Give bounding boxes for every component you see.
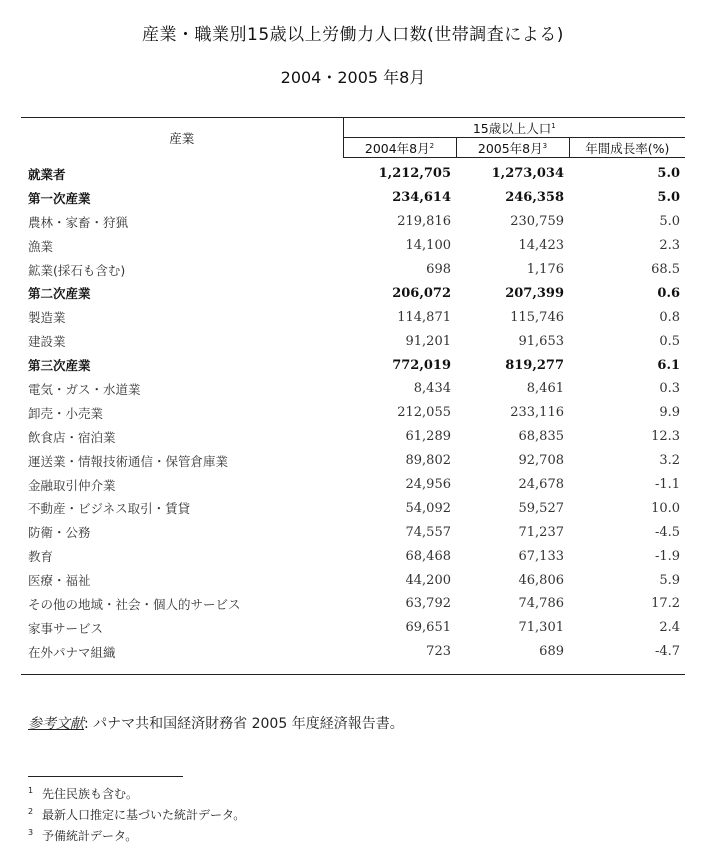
growth-rate-cell: 2.4	[659, 620, 681, 636]
value-2005-cell: 207,399	[505, 285, 564, 301]
value-2005-cell: 819,277	[505, 357, 564, 373]
footnote-ref-3: 3	[542, 141, 548, 150]
value-2004-cell: 69,651	[405, 620, 451, 636]
industry-name-cell: 就業者	[28, 166, 66, 182]
industry-name-cell: 建設業	[28, 334, 66, 350]
table-header	[21, 118, 685, 158]
value-2004-cell: 91,201	[405, 333, 451, 349]
growth-rate-cell: -4.5	[654, 524, 681, 540]
growth-rate-cell: 12.3	[651, 429, 681, 445]
table-row	[21, 425, 685, 449]
value-2004-cell: 698	[426, 262, 451, 277]
growth-rate-cell: 0.3	[659, 381, 681, 397]
footnotes	[28, 784, 245, 847]
value-2005-cell: 1,176	[526, 262, 564, 277]
growth-rate-cell: -1.1	[654, 477, 681, 493]
table-row	[21, 210, 685, 234]
footnote-mark: 1	[28, 786, 34, 795]
page-title: 産業・職業別15歳以上労働力人口数(世帯調査による)	[142, 25, 564, 45]
value-2004-cell: 234,614	[392, 190, 451, 206]
header-population-group-label: 15歳以上人口	[472, 120, 552, 136]
industry-name-cell: 第二次産業	[28, 286, 91, 302]
value-2005-cell: 8,461	[526, 381, 564, 397]
value-2004-cell: 723	[343, 640, 456, 674]
footnote-text: 先住民族も含む。	[42, 787, 139, 801]
industry-name-cell: 電気・ガス・水道業	[28, 381, 141, 397]
table-row	[21, 592, 685, 616]
labor-force-table-container	[21, 117, 685, 675]
value-2004-cell: 212,055	[397, 405, 451, 421]
industry-name-cell: 防衛・公務	[28, 525, 91, 541]
industry-name-cell: 漁業	[28, 238, 54, 254]
industry-name-cell: 第三次産業	[28, 358, 91, 374]
table-row	[21, 473, 685, 497]
industry-name-cell: 運送業・情報技術通信・保管倉庫業	[28, 453, 229, 469]
table-row	[21, 305, 685, 329]
table-row	[21, 258, 685, 282]
value-2004-cell: 772,019	[392, 357, 451, 373]
reference-note	[28, 713, 404, 733]
table-row	[21, 353, 685, 377]
growth-rate-cell: -4.7	[569, 640, 685, 674]
header-population-group	[343, 118, 685, 138]
footnote-divider	[28, 776, 183, 777]
value-2005-cell: 246,358	[505, 190, 564, 206]
value-2005-cell: 59,527	[518, 500, 564, 516]
industry-name-cell: 家事サービス	[28, 620, 104, 636]
value-2004-cell: 68,468	[405, 548, 451, 564]
table-row	[21, 401, 685, 425]
table-row	[21, 281, 685, 305]
footnote-item	[28, 826, 245, 847]
reference-label: 参考文献	[28, 716, 84, 732]
growth-rate-cell: 5.9	[659, 572, 681, 588]
table-row	[21, 377, 685, 401]
industry-name-cell: その他の地域・社会・個人的サービス	[28, 596, 241, 612]
table-row	[21, 329, 685, 353]
table-row	[21, 568, 685, 592]
value-2004-cell: 89,802	[405, 453, 451, 469]
value-2005-cell: 24,678	[518, 477, 564, 493]
growth-rate-cell: 68.5	[651, 262, 681, 277]
value-2005-cell: 14,423	[518, 238, 564, 254]
labor-force-table	[21, 117, 685, 675]
table-row	[21, 186, 685, 210]
value-2005-cell: 115,746	[510, 309, 564, 325]
value-2005-cell: 689	[456, 640, 569, 674]
industry-name-cell: 飲食店・宿泊業	[28, 429, 116, 445]
table-row	[21, 520, 685, 544]
growth-rate-cell: 9.9	[659, 405, 681, 421]
industry-name-cell: 農林・家畜・狩猟	[28, 214, 129, 230]
value-2004-cell: 54,092	[405, 500, 451, 516]
industry-name-cell: 教育	[28, 549, 54, 565]
header-2004	[343, 138, 456, 158]
page-subtitle: 2004・2005 年8月	[280, 68, 426, 87]
value-2004-cell: 8,434	[413, 381, 451, 397]
growth-rate-cell: 0.8	[659, 309, 681, 325]
growth-rate-cell: 0.5	[659, 333, 681, 349]
industry-name-cell: 金融取引仲介業	[28, 477, 116, 493]
value-2005-cell: 91,653	[518, 333, 564, 349]
value-2004-cell: 1,212,705	[378, 166, 451, 182]
value-2005-cell: 230,759	[510, 214, 564, 230]
growth-rate-cell: 0.6	[657, 285, 681, 301]
value-2005-cell: 46,806	[518, 572, 564, 588]
table-body	[21, 158, 685, 675]
footnote-item	[28, 805, 245, 826]
value-2004-cell: 44,200	[405, 572, 451, 588]
industry-name-cell: 医療・福祉	[28, 573, 91, 589]
value-2005-cell: 74,786	[518, 596, 564, 612]
footnote-text: 最新人口推定に基づいた統計データ。	[42, 808, 246, 822]
industry-name-cell: 製造業	[28, 310, 66, 326]
footnote-ref-2: 2	[429, 141, 435, 150]
growth-rate-cell: -1.9	[654, 548, 681, 564]
growth-rate-cell: 5.0	[657, 190, 681, 206]
value-2005-cell: 68,835	[518, 429, 564, 445]
table-row	[21, 158, 685, 186]
header-2004-label: 2004年8月	[364, 140, 430, 156]
footnote-mark: 2	[28, 807, 34, 816]
footnote-item	[28, 784, 245, 805]
table-row	[21, 449, 685, 473]
table-row	[21, 544, 685, 568]
value-2005-cell: 71,301	[518, 620, 564, 636]
industry-name-cell: 在外パナマ組織	[21, 640, 343, 674]
value-2004-cell: 61,289	[405, 429, 451, 445]
growth-rate-cell: 2.3	[659, 238, 681, 254]
growth-rate-cell: 10.0	[651, 500, 681, 516]
industry-name-cell: 鉱業(採石も含む)	[28, 262, 126, 278]
value-2005-cell: 71,237	[518, 524, 564, 540]
industry-name-cell: 第一次産業	[28, 190, 91, 206]
table-row	[21, 640, 685, 674]
value-2004-cell: 14,100	[405, 238, 451, 254]
value-2004-cell: 63,792	[405, 596, 451, 612]
footnote-text: 予備統計データ。	[42, 829, 138, 843]
growth-rate-cell: 5.0	[657, 166, 681, 182]
growth-rate-cell: 17.2	[651, 596, 681, 612]
table-row	[21, 234, 685, 258]
value-2005-cell: 1,273,034	[491, 166, 564, 182]
value-2004-cell: 219,816	[397, 214, 451, 230]
industry-name-cell: 卸売・小売業	[28, 405, 104, 421]
header-industry: 産業	[21, 118, 343, 158]
value-2004-cell: 74,557	[405, 524, 451, 540]
header-2005	[456, 138, 569, 158]
value-2004-cell: 206,072	[392, 285, 451, 301]
reference-text: : パナマ共和国経済財務省 2005 年度経済報告書。	[84, 716, 404, 732]
growth-rate-cell: 5.0	[659, 214, 681, 230]
value-2004-cell: 114,871	[397, 309, 451, 325]
value-2005-cell: 92,708	[518, 453, 564, 469]
growth-rate-cell: 6.1	[657, 357, 681, 373]
footnote-ref-1: 1	[551, 121, 556, 130]
header-2005-label: 2005年8月	[477, 140, 543, 156]
table-row	[21, 496, 685, 520]
header-growth: 年間成長率(%)	[569, 138, 685, 158]
value-2005-cell: 67,133	[518, 548, 564, 564]
table-row	[21, 616, 685, 640]
industry-name-cell: 不動産・ビジネス取引・賃貸	[28, 501, 191, 517]
growth-rate-cell: 3.2	[659, 453, 681, 469]
footnote-mark: 3	[28, 828, 34, 837]
value-2005-cell: 233,116	[510, 405, 564, 421]
value-2004-cell: 24,956	[405, 477, 451, 493]
